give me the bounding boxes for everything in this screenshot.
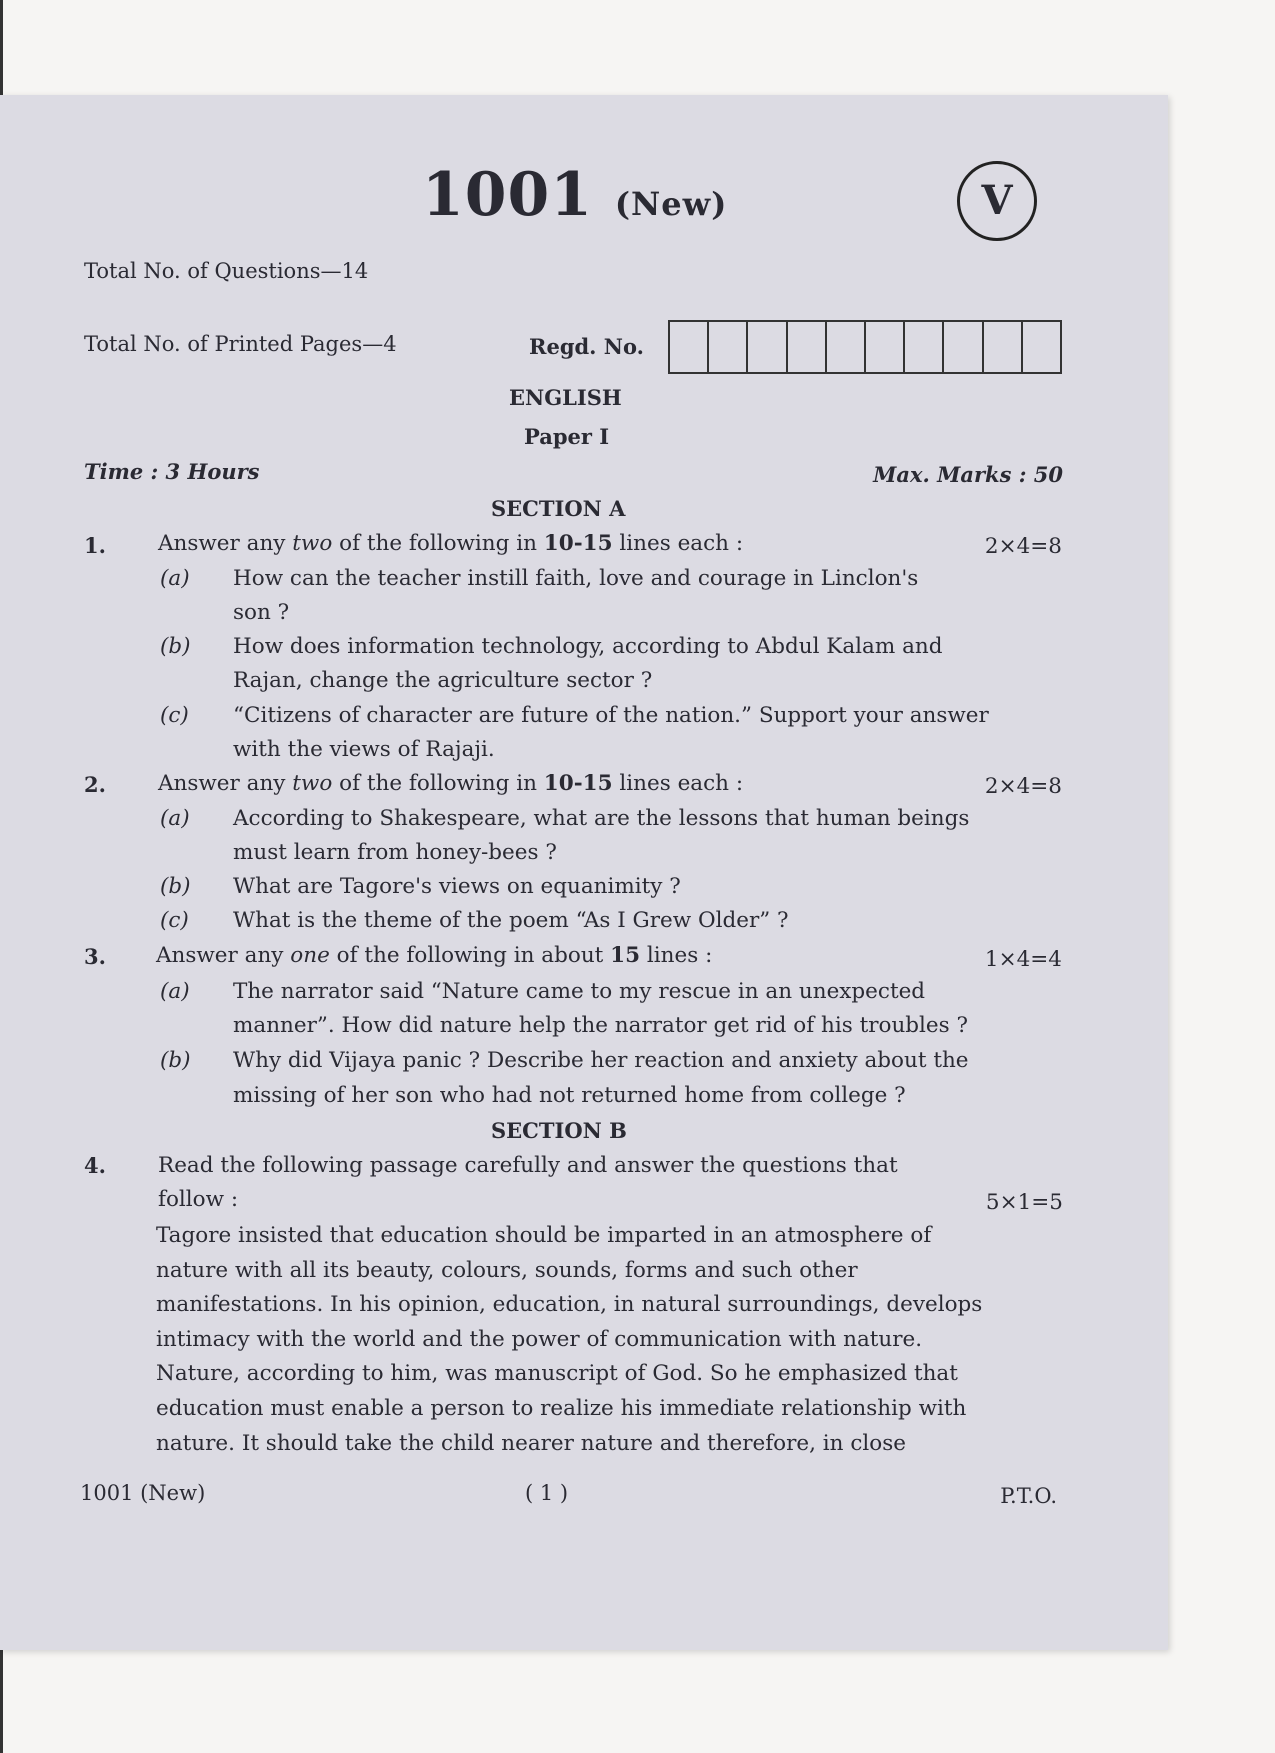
question-3-instruction [156,943,712,968]
passage-line: nature with all its beauty, colours, sounds, forms and such other [156,1258,858,1283]
option-text: The narrator said “Nature came to my rescue in an unexpected [233,979,926,1004]
option-text: Rajan, change the agriculture sector ? [233,668,653,693]
question-marks: 1×4=4 [984,947,1062,972]
passage-line: Nature, according to him, was manuscript of God. So he emphasized that [156,1361,958,1386]
regd-digit-box[interactable] [984,322,1023,372]
regd-label: Regd. No. [529,334,644,359]
option-label: (a) [160,806,190,831]
max-marks: Max. Marks : 50 [873,462,1063,487]
option-label: (b) [160,634,191,659]
option-label: (b) [160,874,191,899]
question-text: of the following in [332,531,544,556]
paper-code [422,160,727,230]
option-text: missing of her son who had not returned home from college ? [233,1083,906,1108]
question-emphasis: two [292,531,333,556]
option-text: According to Shakespeare, what are the lessons that human beings [233,806,970,831]
regd-digit-box[interactable] [709,322,748,372]
regd-digit-box[interactable] [905,322,944,372]
scan-edge [0,1650,3,1753]
option-text: must learn from honey-bees ? [233,840,557,865]
question-text: lines : [640,943,713,968]
question-text: of the following in [332,771,544,796]
question-text: Answer any [158,771,293,796]
regd-digit-box[interactable] [866,322,905,372]
total-pages: Total No. of Printed Pages—4 [84,332,397,356]
scan-edge [0,0,3,100]
regd-digit-box[interactable] [827,322,866,372]
option-text: How does information technology, according to Abdul Kalam and [233,634,943,659]
question-emphasis: two [292,771,333,796]
time-allowed: Time : 3 Hours [84,459,260,484]
question-strong: 10-15 [543,771,613,796]
regd-digit-box[interactable] [670,322,709,372]
question-number: 1. [84,533,106,558]
subject-title: ENGLISH [509,385,622,410]
question-text: lines each : [612,531,744,556]
question-text: of the following in about [329,943,611,968]
regd-digit-box[interactable] [748,322,787,372]
question-text: lines each : [612,771,744,796]
passage-line: manifestations. In his opinion, education, in natural surroundings, develops [156,1292,983,1317]
option-label: (a) [160,566,190,591]
option-text: What is the theme of the poem “As I Grew Older” ? [233,908,789,933]
question-marks: 2×4=8 [984,774,1062,799]
passage-line: Tagore insisted that education should be imparted in an atmosphere of [156,1223,932,1248]
regd-digit-box[interactable] [788,322,827,372]
option-label: (c) [160,908,189,933]
question-strong: 10-15 [543,531,613,556]
page-number: ( 1 ) [525,1481,569,1505]
question-1-instruction [158,531,743,556]
question-2-instruction [158,771,743,796]
paper-code-number: 1001 [422,160,593,230]
option-label: (c) [160,703,189,728]
question-number: 4. [84,1153,106,1178]
question-emphasis: one [290,943,330,968]
paper-code-suffix: (New) [614,185,728,223]
option-text: What are Tagore's views on equanimity ? [233,874,681,899]
section-b-title: SECTION B [491,1118,627,1143]
option-label: (b) [160,1048,191,1073]
option-text: with the views of Rajaji. [233,737,495,762]
question-marks: 5×1=5 [985,1190,1063,1215]
passage-line: intimacy with the world and the power of communication with nature. [156,1327,923,1352]
version-badge: V [957,161,1037,241]
passage-line: nature. It should take the child nearer nature and therefore, in close [156,1431,906,1456]
total-questions: Total No. of Questions—14 [84,259,369,283]
option-text: “Citizens of character are future of the nation.” Support your answer [233,703,989,728]
option-text: manner”. How did nature help the narrator get rid of his troubles ? [233,1013,969,1038]
regd-digit-box[interactable] [1023,322,1060,372]
regd-digit-box[interactable] [944,322,983,372]
question-number: 2. [84,772,106,797]
question-strong: 15 [610,943,641,968]
section-a-title: SECTION A [491,496,626,521]
passage-line: education must enable a person to realize his immediate relationship with [156,1396,967,1421]
paper-title: Paper I [524,424,610,449]
please-turn-over: P.T.O. [1000,1484,1057,1508]
option-text: Why did Vijaya panic ? Describe her reaction and anxiety about the [233,1048,969,1073]
question-number: 3. [84,944,106,969]
option-label: (a) [160,979,190,1004]
footer-paper-code: 1001 (New) [80,1481,206,1505]
option-text: son ? [233,600,290,625]
question-text: Answer any [156,943,291,968]
question-text: follow : [158,1187,239,1212]
question-text: Answer any [158,531,293,556]
question-text: Read the following passage carefully and answer the questions that [158,1153,898,1178]
question-marks: 2×4=8 [984,534,1062,559]
option-text: How can the teacher instill faith, love and courage in Linclon's [233,566,919,591]
regd-number-boxes[interactable] [668,320,1062,374]
